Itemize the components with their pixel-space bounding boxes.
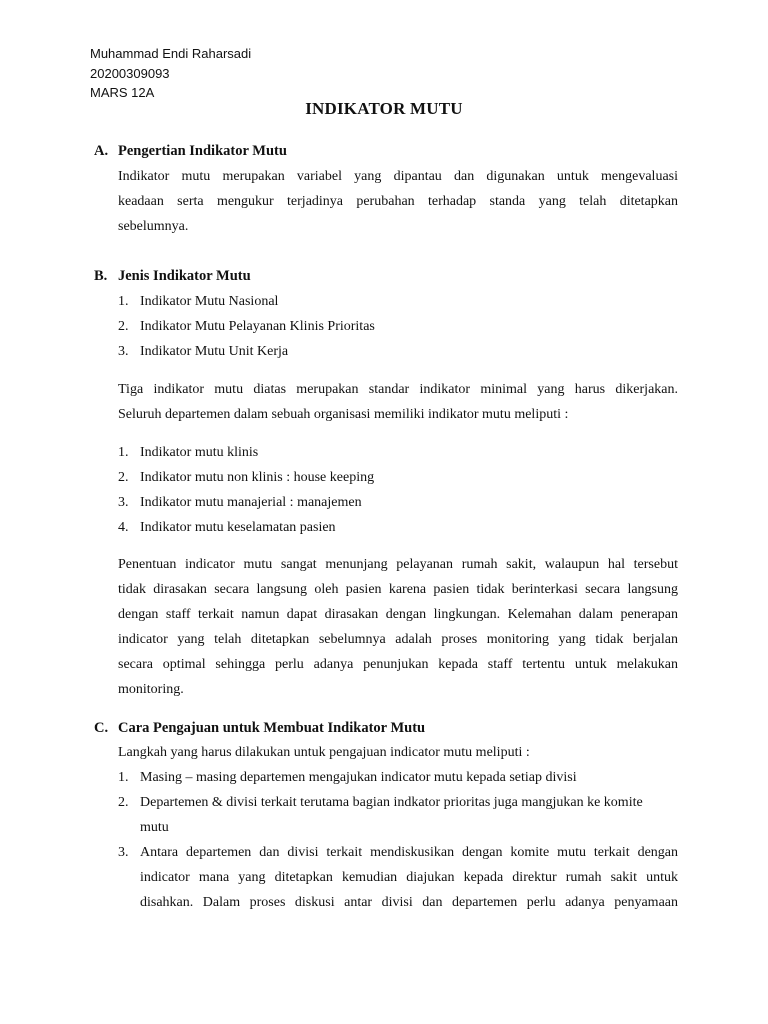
list-item	[118, 339, 678, 364]
author-name: Muhammad Endi Raharsadi	[90, 46, 252, 61]
section-b-title: Jenis Indikator Mutu	[118, 268, 251, 284]
section-b-paragraph-2	[118, 552, 678, 702]
section-c-title: Cara Pengajuan untuk Membuat Indikator Mutu	[118, 720, 426, 736]
list-item	[118, 840, 678, 915]
list-number: 2.	[118, 795, 129, 810]
paragraph-line: sebelumnya.	[118, 219, 189, 234]
paragraph-line: indicator yang telah ditetapkan sebelumnya adalah proses monitoring yang tidak berjalan	[118, 632, 678, 647]
list-text: Indikator Mutu Pelayanan Klinis Prioritas	[140, 319, 375, 334]
author-class: MARS 12A	[90, 85, 155, 100]
list-text: Masing – masing departemen mengajukan indicator mutu kepada setiap divisi	[140, 770, 577, 785]
section-a-heading	[94, 143, 287, 160]
list-text: Departemen & divisi terkait terutama bagian indkator prioritas juga mangjukan ke komite	[140, 795, 643, 810]
list-number: 1.	[118, 294, 129, 309]
list-number: 2.	[118, 470, 129, 485]
list-text: Indikator mutu non klinis : house keeping	[140, 470, 375, 485]
list-text: Indikator mutu manajerial : manajemen	[140, 495, 362, 510]
section-c-letter: C.	[94, 720, 109, 736]
section-b-paragraph-1	[118, 377, 678, 427]
document-title: INDIKATOR MUTU	[305, 99, 463, 118]
list-item	[118, 314, 678, 339]
paragraph-line: dengan staff terkait namun dapat dirasakan dengan lingkungan. Kelemahan dalam penerapan	[118, 607, 678, 622]
department-indicators-list	[118, 440, 678, 540]
list-number: 4.	[118, 520, 129, 535]
paragraph-line: Tiga indikator mutu diatas merupakan standar indikator minimal yang harus dikerjakan.	[118, 382, 678, 397]
section-b-heading	[94, 268, 251, 285]
paragraph-line: secara optimal sehingga perlu adanya penunjukan kepada staff tertentu untuk melakukan	[118, 657, 678, 672]
section-a-title: Pengertian Indikator Mutu	[118, 143, 287, 159]
list-text: Indikator Mutu Unit Kerja	[140, 344, 289, 359]
author-block	[90, 44, 251, 103]
section-b-letter: B.	[94, 268, 108, 284]
list-item	[118, 465, 678, 490]
list-text: mutu	[140, 820, 169, 835]
paragraph-line: monitoring.	[118, 682, 184, 697]
list-item	[118, 765, 678, 790]
list-number: 2.	[118, 319, 129, 334]
list-number: 3.	[118, 495, 129, 510]
list-text: disahkan. Dalam proses diskusi antar divisi dan departemen perlu adanya penyamaan	[140, 895, 678, 910]
list-item	[118, 289, 678, 314]
list-text: Antara departemen dan divisi terkait mendiskusikan dengan komite mutu terkait dengan	[140, 845, 678, 860]
list-text: Indikator Mutu Nasional	[140, 294, 279, 309]
paragraph-line: Langkah yang harus dilakukan untuk pengajuan indicator mutu meliputi :	[118, 745, 530, 760]
paragraph-line: Penentuan indicator mutu sangat menunjang pelayanan rumah sakit, walaupun hal tersebut	[118, 557, 678, 572]
list-text: indicator mana yang ditetapkan kemudian diajukan kepada direktur rumah sakit untuk	[140, 870, 678, 885]
list-number: 3.	[118, 344, 129, 359]
paragraph-line: Indikator mutu merupakan variabel yang dipantau dan digunakan untuk mengevaluasi	[118, 169, 678, 184]
paragraph-line: tidak dirasakan secara langsung oleh pasien karena pasien tidak berinterkasi secara langsung	[118, 582, 678, 597]
section-a-paragraph	[118, 164, 678, 239]
list-item	[118, 490, 678, 515]
list-item	[118, 515, 678, 540]
section-a-letter: A.	[94, 143, 109, 159]
list-item	[118, 440, 678, 465]
author-id: 20200309093	[90, 65, 170, 81]
list-number: 3.	[118, 845, 129, 860]
list-number: 1.	[118, 770, 129, 785]
list-number: 1.	[118, 445, 129, 460]
section-c-heading	[94, 720, 425, 737]
indicator-types-list	[118, 289, 678, 364]
section-c-intro	[118, 740, 678, 765]
paragraph-line: Seluruh departemen dalam sebuah organisasi memiliki indikator mutu meliputi :	[118, 407, 569, 422]
list-item	[118, 790, 678, 840]
list-text: Indikator mutu keselamatan pasien	[140, 520, 336, 535]
submission-steps-list	[118, 765, 678, 915]
list-text: Indikator mutu klinis	[140, 445, 259, 460]
paragraph-line: keadaan serta mengukur terjadinya perubahan terhadap standa yang telah ditetapkan	[118, 194, 678, 209]
